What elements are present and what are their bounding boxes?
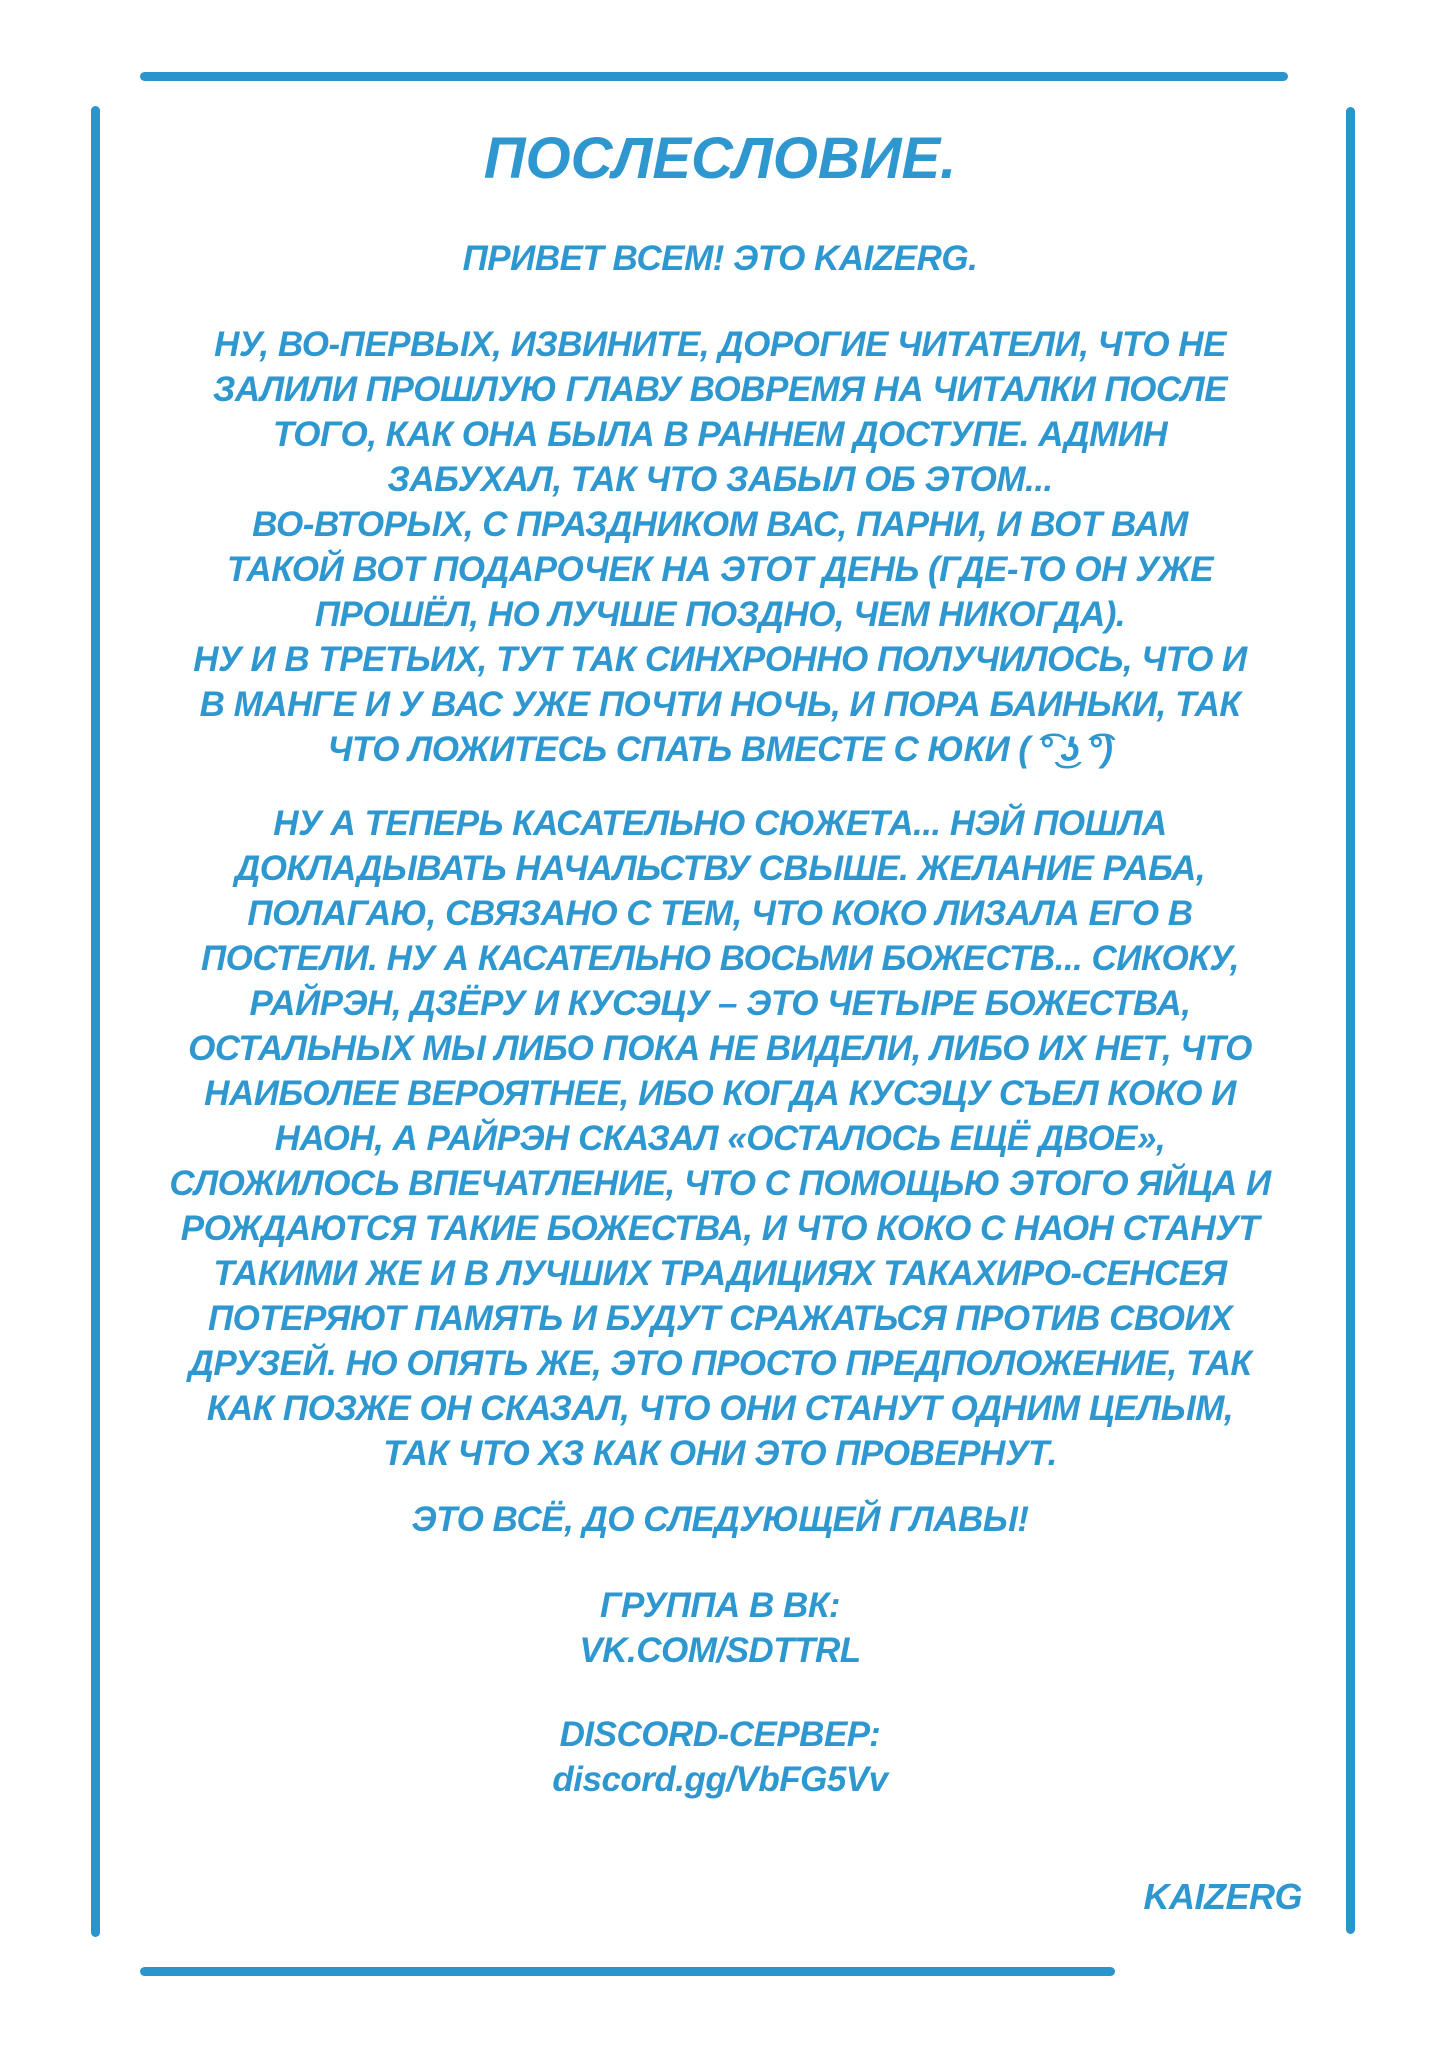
- paragraph-line: РОЖДАЮТСЯ ТАКИЕ БОЖЕСТВА, И ЧТО КОКО С НАОН СТАНУТ: [180, 1209, 1260, 1248]
- paragraph-line: ЗАБУХАЛ, ТАК ЧТО ЗАБЫЛ ОБ ЭТОМ...: [387, 460, 1053, 499]
- paragraph-line: СЛОЖИЛОСЬ ВПЕЧАТЛЕНИЕ, ЧТО С ПОМОЩЬЮ ЭТОГО ЯЙЦА И: [169, 1164, 1271, 1203]
- paragraph-line: ДРУЗЕЙ. НО ОПЯТЬ ЖЕ, ЭТО ПРОСТО ПРЕДПОЛОЖЕНИЕ, ТАК: [188, 1344, 1252, 1383]
- paragraph-line: НАОН, А РАЙРЭН СКАЗАЛ «ОСТАЛОСЬ ЕЩЁ ДВОЕ»,: [274, 1119, 1166, 1158]
- paragraph-apology: [70, 322, 1370, 772]
- paragraph-line-with-lenny-face: ЧТО ЛОЖИТЕСЬ СПАТЬ ВМЕСТЕ С ЮКИ ( ͡° ͜ʖ ͡°): [327, 730, 1113, 769]
- page-title: ПОСЛЕСЛОВИЕ.: [483, 126, 957, 191]
- paragraph-line: ЗАЛИЛИ ПРОШЛУЮ ГЛАВУ ВОВРЕМЯ НА ЧИТАЛКИ ПОСЛЕ: [212, 370, 1228, 409]
- paragraph-line: ТАКИМИ ЖЕ И В ЛУЧШИХ ТРАДИЦИЯХ ТАКАХИРО-СЕНСЕЯ: [213, 1254, 1227, 1293]
- paragraph-plot-discussion: [70, 801, 1370, 1476]
- paragraph-line: НУ, ВО-ПЕРВЫХ, ИЗВИНИТЕ, ДОРОГИЕ ЧИТАТЕЛИ, ЧТО НЕ: [214, 325, 1226, 364]
- discord-server-block: [0, 1712, 1440, 1802]
- paragraph-line: ПОСТЕЛИ. НУ А КАСАТЕЛЬНО ВОСЬМИ БОЖЕСТВ... СИКОКУ,: [200, 939, 1240, 978]
- paragraph-line: РАЙРЭН, ДЗЁРУ И КУСЭЦУ – ЭТО ЧЕТЫРЕ БОЖЕСТВА,: [249, 984, 1191, 1023]
- paragraph-line: В МАНГЕ И У ВАС УЖЕ ПОЧТИ НОЧЬ, И ПОРА БАИНЬКИ, ТАК: [199, 685, 1241, 724]
- vk-group-label: ГРУППА В ВК:: [600, 1586, 840, 1625]
- paragraph-line: ПРОШЁЛ, НО ЛУЧШЕ ПОЗДНО, ЧЕМ НИКОГДА).: [314, 595, 1126, 634]
- paragraph-line: ВО-ВТОРЫХ, С ПРАЗДНИКОМ ВАС, ПАРНИ, И ВОТ ВАМ: [252, 505, 1188, 544]
- greeting-text: ПРИВЕТ ВСЕМ! ЭТО KAIZERG.: [462, 239, 978, 278]
- paragraph-line: ТАК ЧТО ХЗ КАК ОНИ ЭТО ПРОВЕРНУТ.: [383, 1434, 1057, 1473]
- vk-group-url: VK.COM/SDTTRL: [579, 1631, 861, 1670]
- discord-server-url: discord.gg/VbFG5Vv: [552, 1760, 888, 1799]
- frame-bottom-line: [140, 1967, 1115, 1976]
- discord-server-label: DISCORD-СЕРВЕР:: [559, 1715, 881, 1754]
- frame-top-line: [140, 72, 1288, 81]
- paragraph-line: ТОГО, КАК ОНА БЫЛА В РАННЕМ ДОСТУПЕ. АДМИН: [272, 415, 1168, 454]
- paragraph-line: ТАКОЙ ВОТ ПОДАРОЧЕК НА ЭТОТ ДЕНЬ (ГДЕ-ТО ОН УЖЕ: [226, 550, 1214, 589]
- paragraph-line: КАК ПОЗЖЕ ОН СКАЗАЛ, ЧТО ОНИ СТАНУТ ОДНИМ ЦЕЛЫМ,: [206, 1389, 1234, 1428]
- paragraph-line: ОСТАЛЬНЫХ МЫ ЛИБО ПОКА НЕ ВИДЕЛИ, ЛИБО ИХ НЕТ, ЧТО: [188, 1029, 1252, 1068]
- paragraph-line: ПОТЕРЯЮТ ПАМЯТЬ И БУДУТ СРАЖАТЬСЯ ПРОТИВ СВОИХ: [207, 1299, 1233, 1338]
- closing-text: ЭТО ВСЁ, ДО СЛЕДУЮЩЕЙ ГЛАВЫ!: [411, 1500, 1029, 1539]
- author-signature: KAIZERG: [1143, 1876, 1302, 1917]
- paragraph-line: НУ И В ТРЕТЬИХ, ТУТ ТАК СИНХРОННО ПОЛУЧИЛОСЬ, ЧТО И: [193, 640, 1247, 679]
- paragraph-line: ПОЛАГАЮ, СВЯЗАНО С ТЕМ, ЧТО КОКО ЛИЗАЛА ЕГО В: [247, 894, 1193, 933]
- vk-group-block: [0, 1583, 1440, 1673]
- paragraph-line: ДОКЛАДЫВАТЬ НАЧАЛЬСТВУ СВЫШЕ. ЖЕЛАНИЕ РАБА,: [234, 849, 1206, 888]
- paragraph-line: НУ А ТЕПЕРЬ КАСАТЕЛЬНО СЮЖЕТА... НЭЙ ПОШЛА: [273, 804, 1167, 843]
- paragraph-line: НАИБОЛЕЕ ВЕРОЯТНЕЕ, ИБО КОГДА КУСЭЦУ СЪЕЛ КОКО И: [204, 1074, 1236, 1113]
